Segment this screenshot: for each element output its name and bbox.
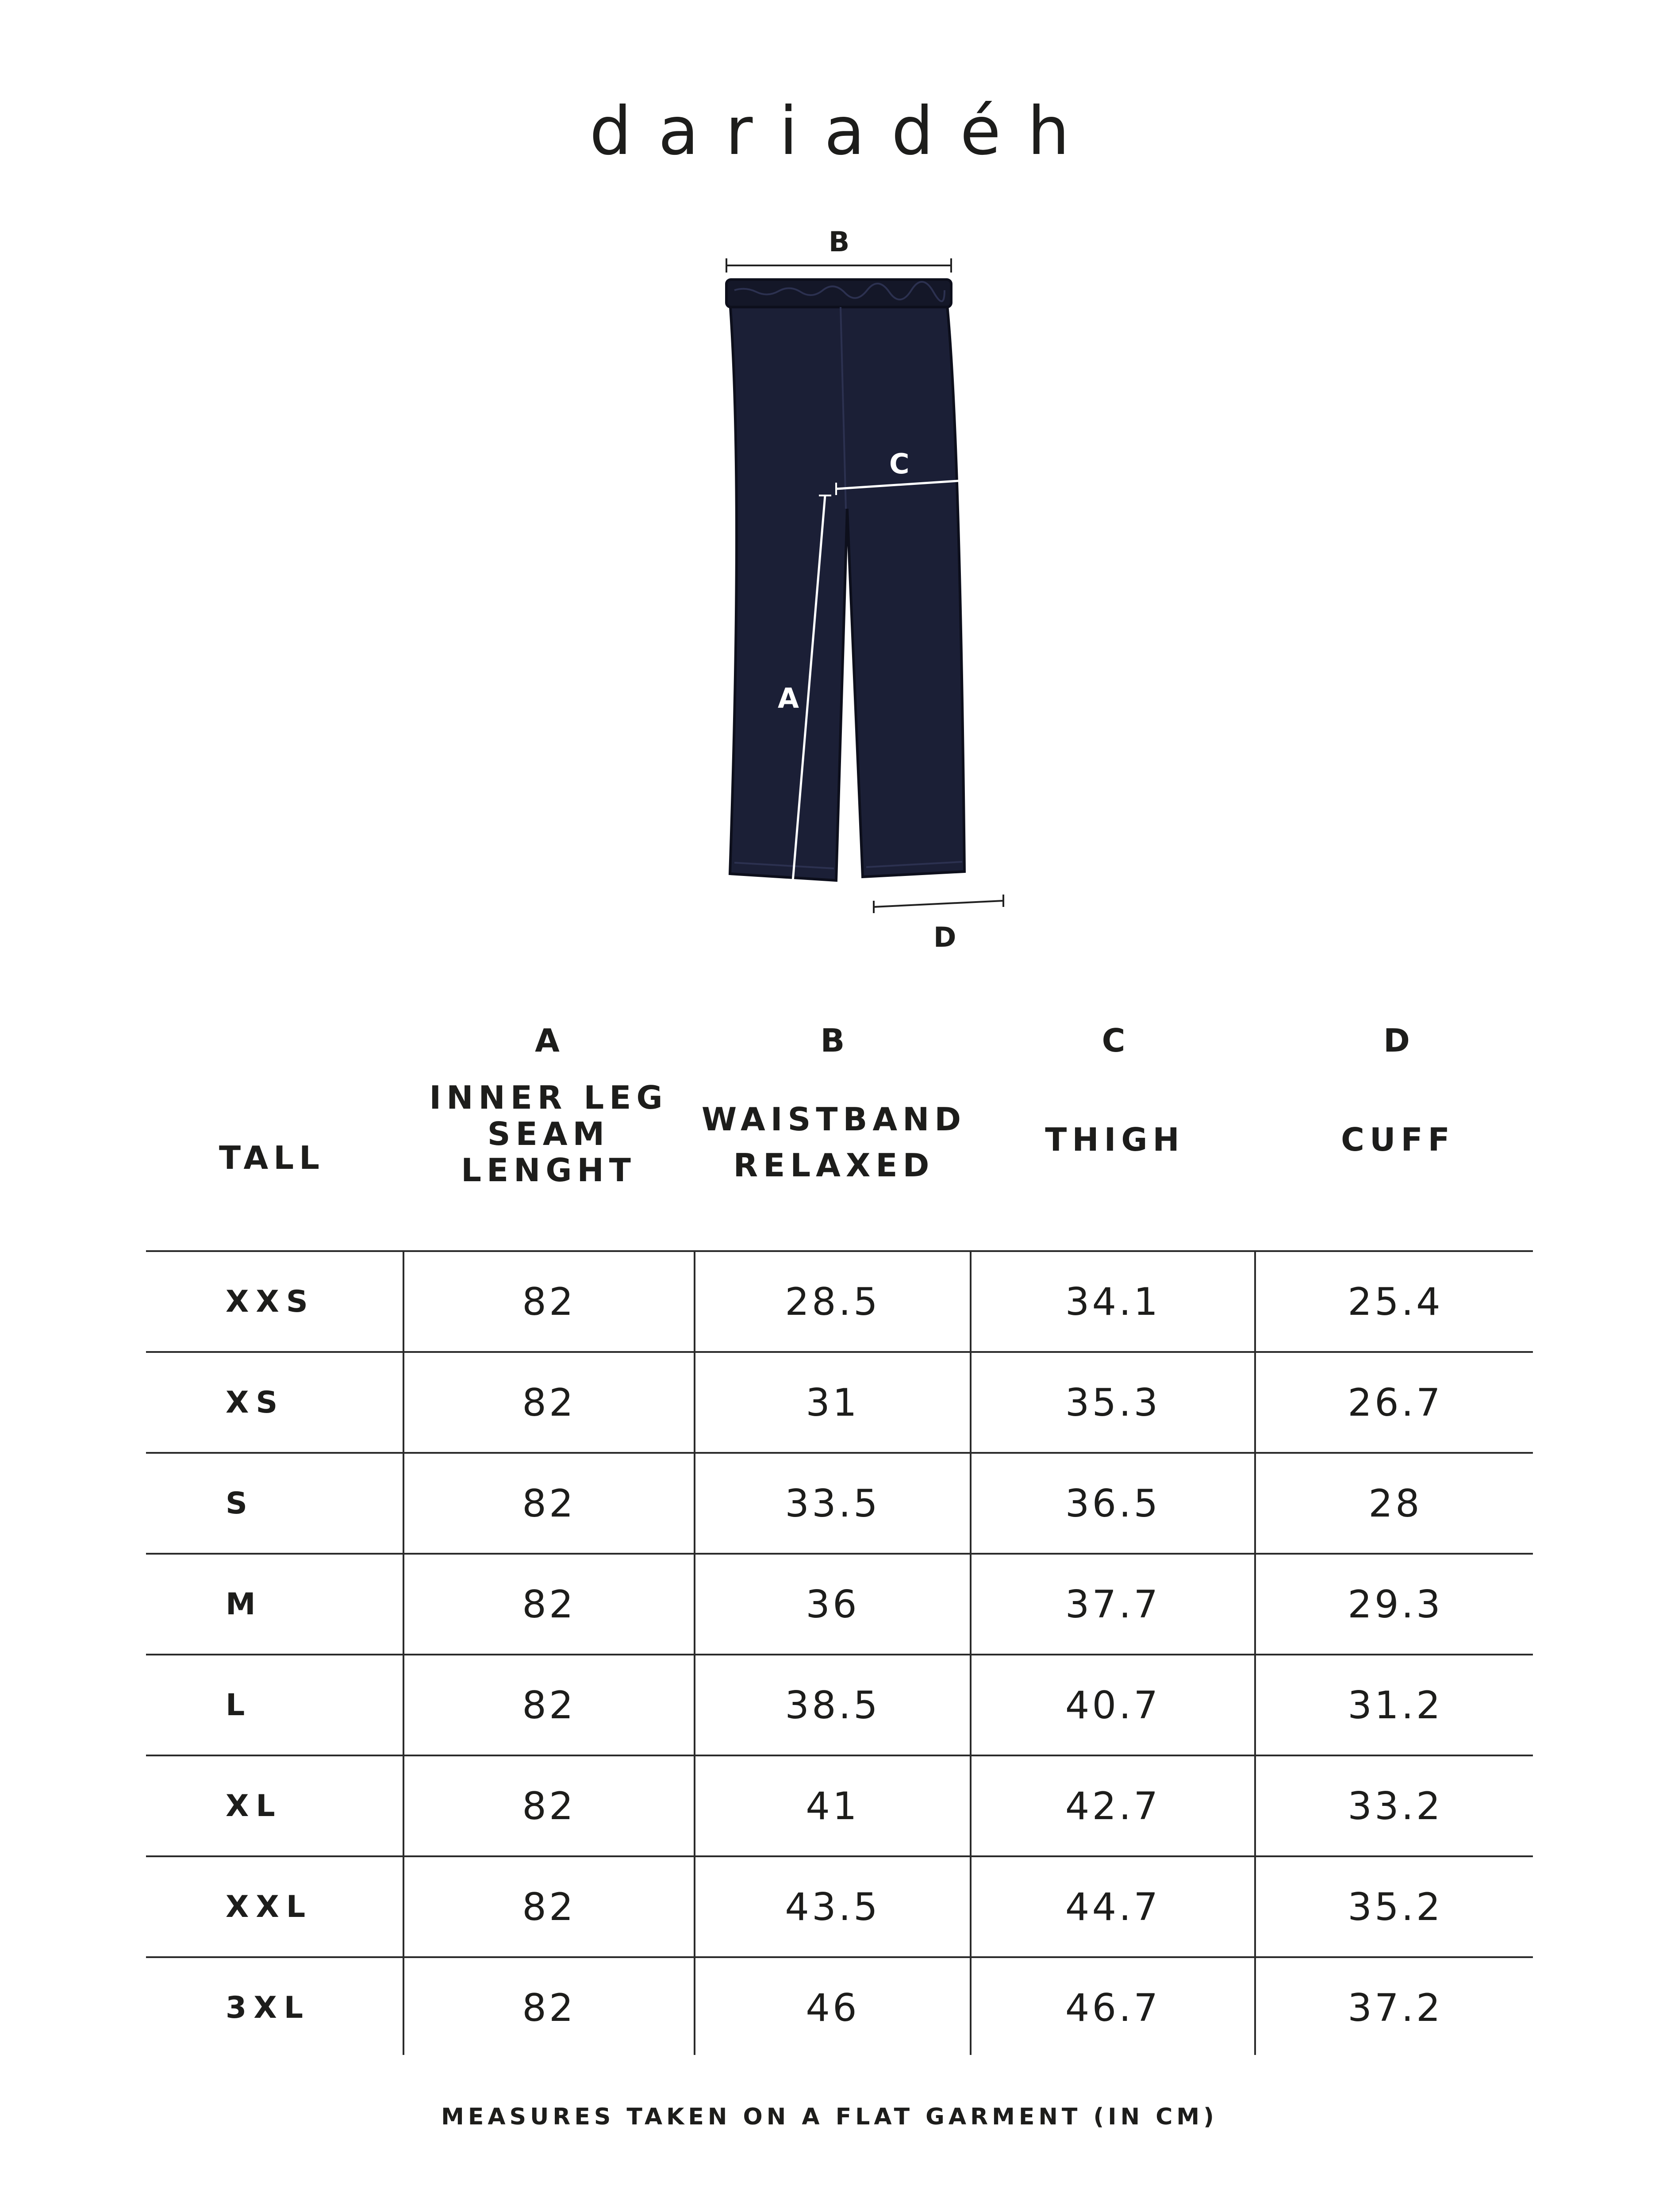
cuff-value: 28: [1368, 1482, 1422, 1526]
inner-leg-value: 82: [522, 1683, 576, 1728]
waistband-value: 36: [806, 1582, 860, 1627]
inner-leg-value: 82: [522, 1784, 576, 1828]
size-label: XXS: [226, 1284, 315, 1319]
size-column-header: TALL: [219, 1139, 325, 1176]
column-letter-c: C: [1102, 1022, 1128, 1059]
size-label: S: [226, 1486, 254, 1521]
waistband-value: 41: [806, 1784, 860, 1828]
column-label-waistband-relaxed: WAISTBAND RELAXED: [701, 1101, 967, 1184]
column-letter-d: D: [1383, 1022, 1413, 1059]
thigh-value: 36.5: [1065, 1482, 1161, 1526]
size-label: XXL: [226, 1889, 313, 1924]
measure-a-label: A: [778, 682, 799, 714]
size-label: L: [226, 1688, 252, 1723]
inner-leg-value: 82: [522, 1280, 576, 1324]
thigh-value: 35.3: [1065, 1381, 1161, 1425]
cuff-value: 26.7: [1348, 1381, 1443, 1425]
brand-logo: dariadéh: [589, 93, 1096, 170]
waistband-value: 31: [806, 1381, 860, 1425]
cuff-value: 29.3: [1348, 1582, 1443, 1627]
cuff-value: 37.2: [1348, 1986, 1443, 2030]
cuff-value: 25.4: [1348, 1280, 1443, 1324]
thigh-value: 37.7: [1065, 1582, 1161, 1627]
waistband-value: 28.5: [785, 1280, 880, 1324]
size-label: 3XL: [226, 1990, 311, 2025]
inner-leg-value: 82: [522, 1986, 576, 2030]
pants-diagram: [655, 204, 1053, 956]
inner-leg-value: 82: [522, 1582, 576, 1627]
column-label-cuff: CUFF: [1341, 1121, 1455, 1158]
thigh-value: 46.7: [1065, 1986, 1161, 2030]
waistband-value: 43.5: [785, 1885, 880, 1929]
cuff-value: 35.2: [1348, 1885, 1443, 1929]
thigh-value: 40.7: [1065, 1683, 1161, 1728]
column-label-inner-leg-seam-length: INNER LEG SEAM LENGHT: [429, 1079, 668, 1189]
thigh-value: 44.7: [1065, 1885, 1161, 1929]
measurement-footnote: MEASURES TAKEN ON A FLAT GARMENT (IN CM): [441, 2104, 1218, 2130]
waistband-value: 46: [806, 1986, 860, 2030]
waistband-value: 38.5: [785, 1683, 880, 1728]
measure-b-label: B: [829, 226, 850, 258]
measure-d-label: D: [933, 921, 956, 953]
cuff-value: 31.2: [1348, 1683, 1443, 1728]
size-label: XS: [226, 1385, 285, 1420]
column-label-thigh: THIGH: [1045, 1121, 1185, 1158]
size-label: XL: [226, 1789, 282, 1824]
inner-leg-value: 82: [522, 1885, 576, 1929]
column-letter-b: B: [820, 1022, 848, 1059]
cuff-value: 33.2: [1348, 1784, 1443, 1828]
inner-leg-value: 82: [522, 1482, 576, 1526]
column-letter-a: A: [535, 1022, 562, 1059]
measure-c-label: C: [889, 448, 910, 480]
size-label: M: [226, 1587, 263, 1622]
inner-leg-value: 82: [522, 1381, 576, 1425]
thigh-value: 34.1: [1065, 1280, 1161, 1324]
waistband-value: 33.5: [785, 1482, 880, 1526]
thigh-value: 42.7: [1065, 1784, 1161, 1828]
pants-illustration: [730, 301, 964, 880]
